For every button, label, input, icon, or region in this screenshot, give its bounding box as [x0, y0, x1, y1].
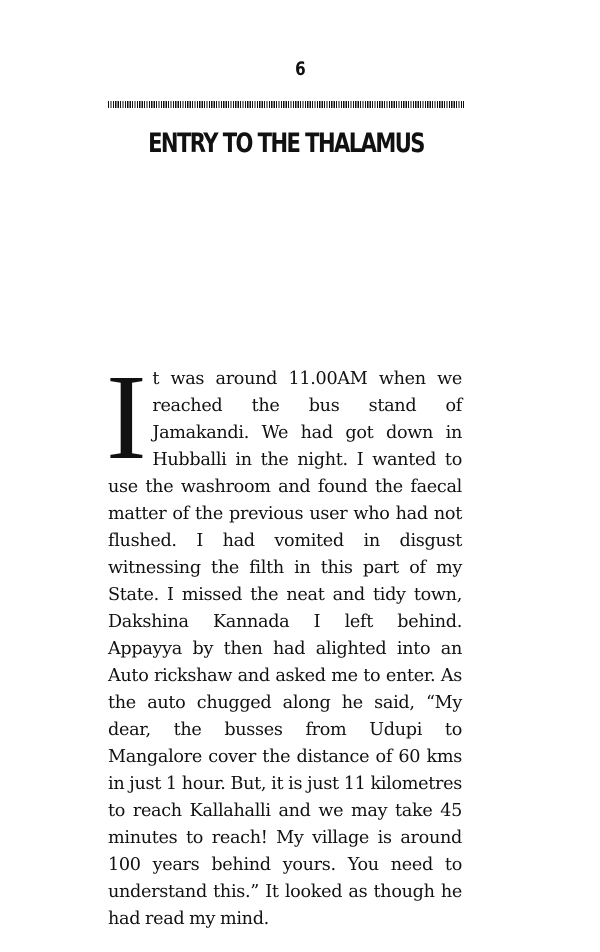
chapter-title: ENTRY TO THE THALAMUS — [148, 128, 424, 159]
drop-cap: I — [106, 350, 147, 485]
chapter-rule — [108, 101, 464, 108]
page-number: 6 — [295, 58, 305, 80]
paragraph-text: t was around 11.00AM when we reached the bus stand of Jamakandi. We had got down in Hubballi in the night. I wanted to use the washroom and found the faecal matter of the previous user who had not flushed. I had vomited in disgust witnessing the filth in this part of my State. I missed the neat and tidy town, Dakshina Kannada I left behind. Appayya by then had alighted into an Auto rickshaw and asked me to enter. As the auto chugged along he said, “My dear, the busses from Udupi to Mangalore cover the distance of 60 kms in just 1 hour. But, it is just 11 kilometres to reach Kallahalli and we may take 45 minutes to reach! My village is around 100 years behind yours. You need to understand this.” It looked as though he had read my mind. — [108, 369, 462, 929]
body-paragraph — [106, 350, 462, 933]
